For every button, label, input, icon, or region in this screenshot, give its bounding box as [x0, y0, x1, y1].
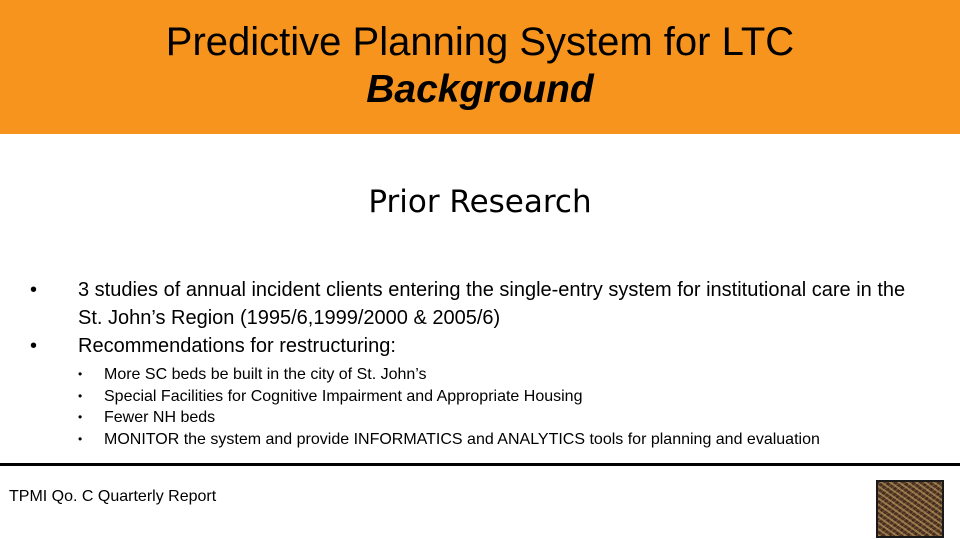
sub-bullet-icon: • — [78, 431, 83, 446]
sub-bullet-text: MONITOR the system and provide INFORMATICS and ANALYTICS tools for planning and evaluation — [104, 430, 820, 448]
sub-bullet-icon: • — [78, 410, 83, 424]
sub-list-item — [78, 407, 930, 429]
sub-bullet-icon: • — [78, 388, 83, 403]
bullet-text: 3 studies of annual incident clients entering the single-entry system for institutional care in the St. John’s Region (1995/6,1999/2000 & 2005/6) — [78, 279, 906, 329]
slide-subtitle: Background — [366, 68, 594, 111]
sub-list-item — [78, 364, 930, 386]
bullet-icon: • — [30, 335, 38, 357]
section-heading: Prior Research — [368, 184, 592, 220]
sub-bullet-list — [78, 364, 930, 450]
sub-bullet-text: Special Facilities for Cognitive Impairment and Appropriate Housing — [104, 387, 583, 405]
textured-logo-icon — [876, 480, 944, 538]
footer-text: TPMI Qo. C Quarterly Report — [9, 488, 217, 505]
bullet-list — [30, 276, 930, 450]
sub-bullet-text: More SC beds be built in the city of St. John’s — [104, 366, 427, 383]
footer-divider — [0, 463, 960, 466]
bullet-text: Recommendations for restructuring: — [78, 335, 396, 357]
sub-list-item — [78, 429, 930, 451]
sub-bullet-text: Fewer NH beds — [104, 409, 216, 426]
list-item — [30, 332, 930, 450]
slide-title: Predictive Planning System for LTC — [165, 20, 795, 64]
sub-bullet-icon: • — [78, 367, 83, 381]
sub-list-item — [78, 386, 930, 408]
bullet-icon: • — [30, 279, 38, 301]
list-item — [30, 276, 930, 332]
